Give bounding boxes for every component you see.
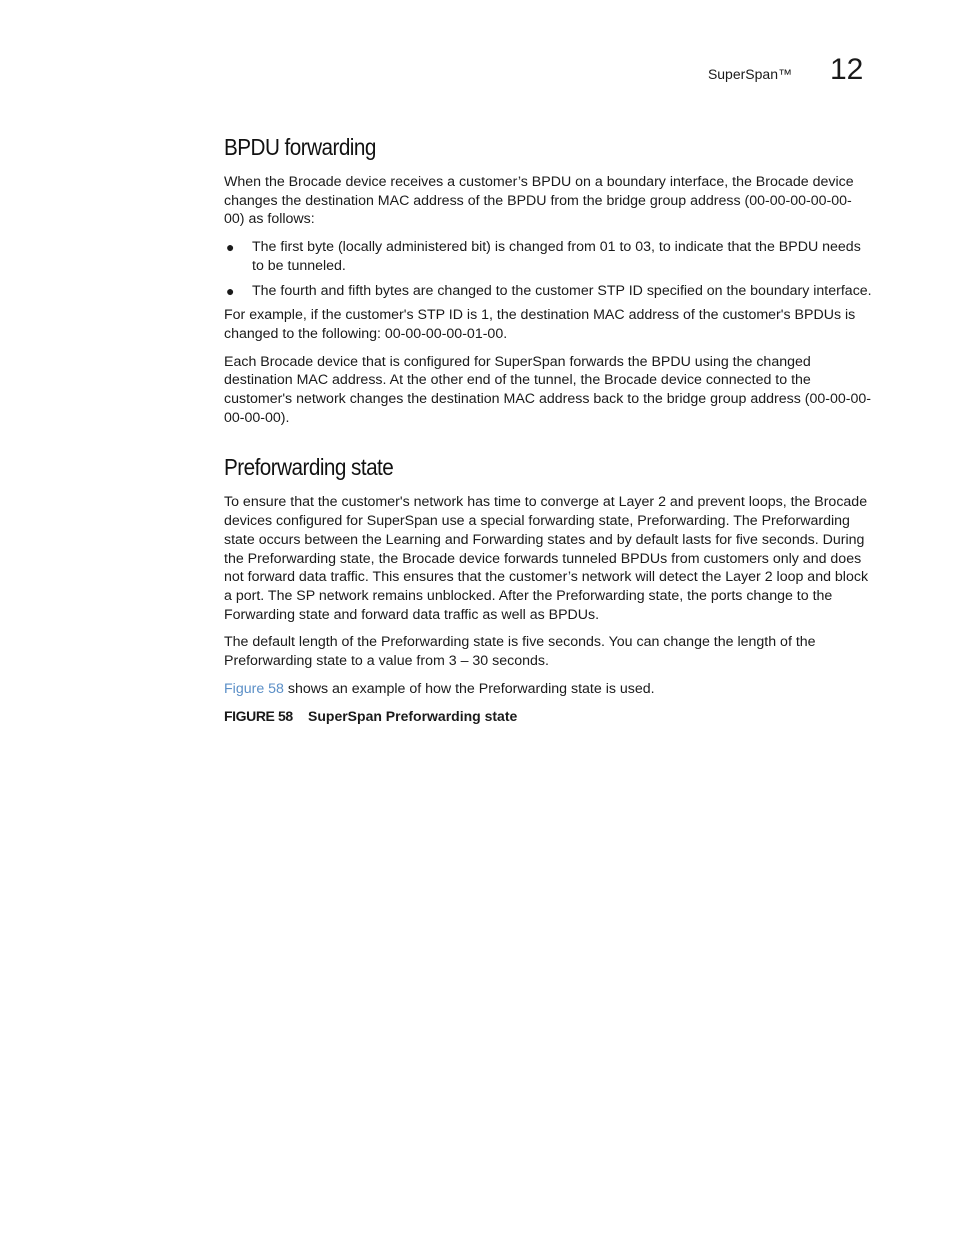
bullet-icon: ● (226, 282, 235, 299)
figure-caption (224, 707, 872, 725)
section-title-bpdu-forwarding: BPDU forwarding (224, 134, 376, 160)
list-item-text: The fourth and fifth bytes are changed to the customer STP ID specified on the boundary interface. (252, 282, 872, 299)
paragraph-preforwarding-description: To ensure that the customer's network has time to converge at Layer 2 and prevent loops, the Brocade devices configured for SuperSpan use a special forwarding state, Preforwarding. The Preforwarding state occurs between the Learning and Forwarding states and by default lasts for five seconds. During the Preforwarding state, the Brocade device forwards tunneled BPDUs from customers only and does not forward data traffic. This ensures that the customer’s network will detect the Layer 2 loop and block a port. The SP network remains unblocked. After the Preforwarding state, the ports change to the Forwarding state and forward data traffic as well as BPDUs. (224, 494, 869, 623)
page-content (224, 130, 872, 725)
list-item-text: The first byte (locally administered bit) is changed from 01 to 03, to indicate that the BPDU needs to be tunneled. (252, 239, 861, 274)
paragraph-preforwarding-length: The default length of the Preforwarding state is five seconds. You can change the length of the Preforwarding state to a value from 3 – 30 seconds. (224, 634, 816, 670)
figure-title: SuperSpan Preforwarding state (308, 708, 518, 725)
bullet-list (224, 238, 872, 300)
bullet-icon: ● (226, 239, 235, 256)
section-title-preforwarding-state: Preforwarding state (224, 454, 394, 481)
list-item (224, 282, 872, 301)
chapter-name: SuperSpan™ (707, 66, 792, 82)
figure-58-link[interactable]: Figure 58 (224, 680, 284, 697)
list-item (224, 238, 872, 275)
figure-reference-text: shows an example of how the Preforwarding state is used. (283, 680, 655, 697)
figure-label: FIGURE 58 (224, 708, 293, 725)
paragraph-bpdu-intro: When the Brocade device receives a customer’s BPDU on a boundary interface, the Brocade device changes the destination MAC address of the BPDU from the bridge group address (00-00-00-00-00-00) as follows: (224, 174, 854, 228)
paragraph-figure-reference (224, 680, 872, 699)
paragraph-stp-example: For example, if the customer's STP ID is 1, the destination MAC address of the customer's BPDUs is changed to the following: 00-00-00-00-01-00. (224, 307, 856, 342)
paragraph-tunnel-forwarding: Each Brocade device that is configured for SuperSpan forwards the BPDU using the changed destination MAC address. At the other end of the tunnel, the Brocade device connected to the customer's network changes the destination MAC address back to the bridge group address (00-00-00-00-00-00). (224, 353, 872, 426)
chapter-number: 12 (830, 53, 864, 86)
